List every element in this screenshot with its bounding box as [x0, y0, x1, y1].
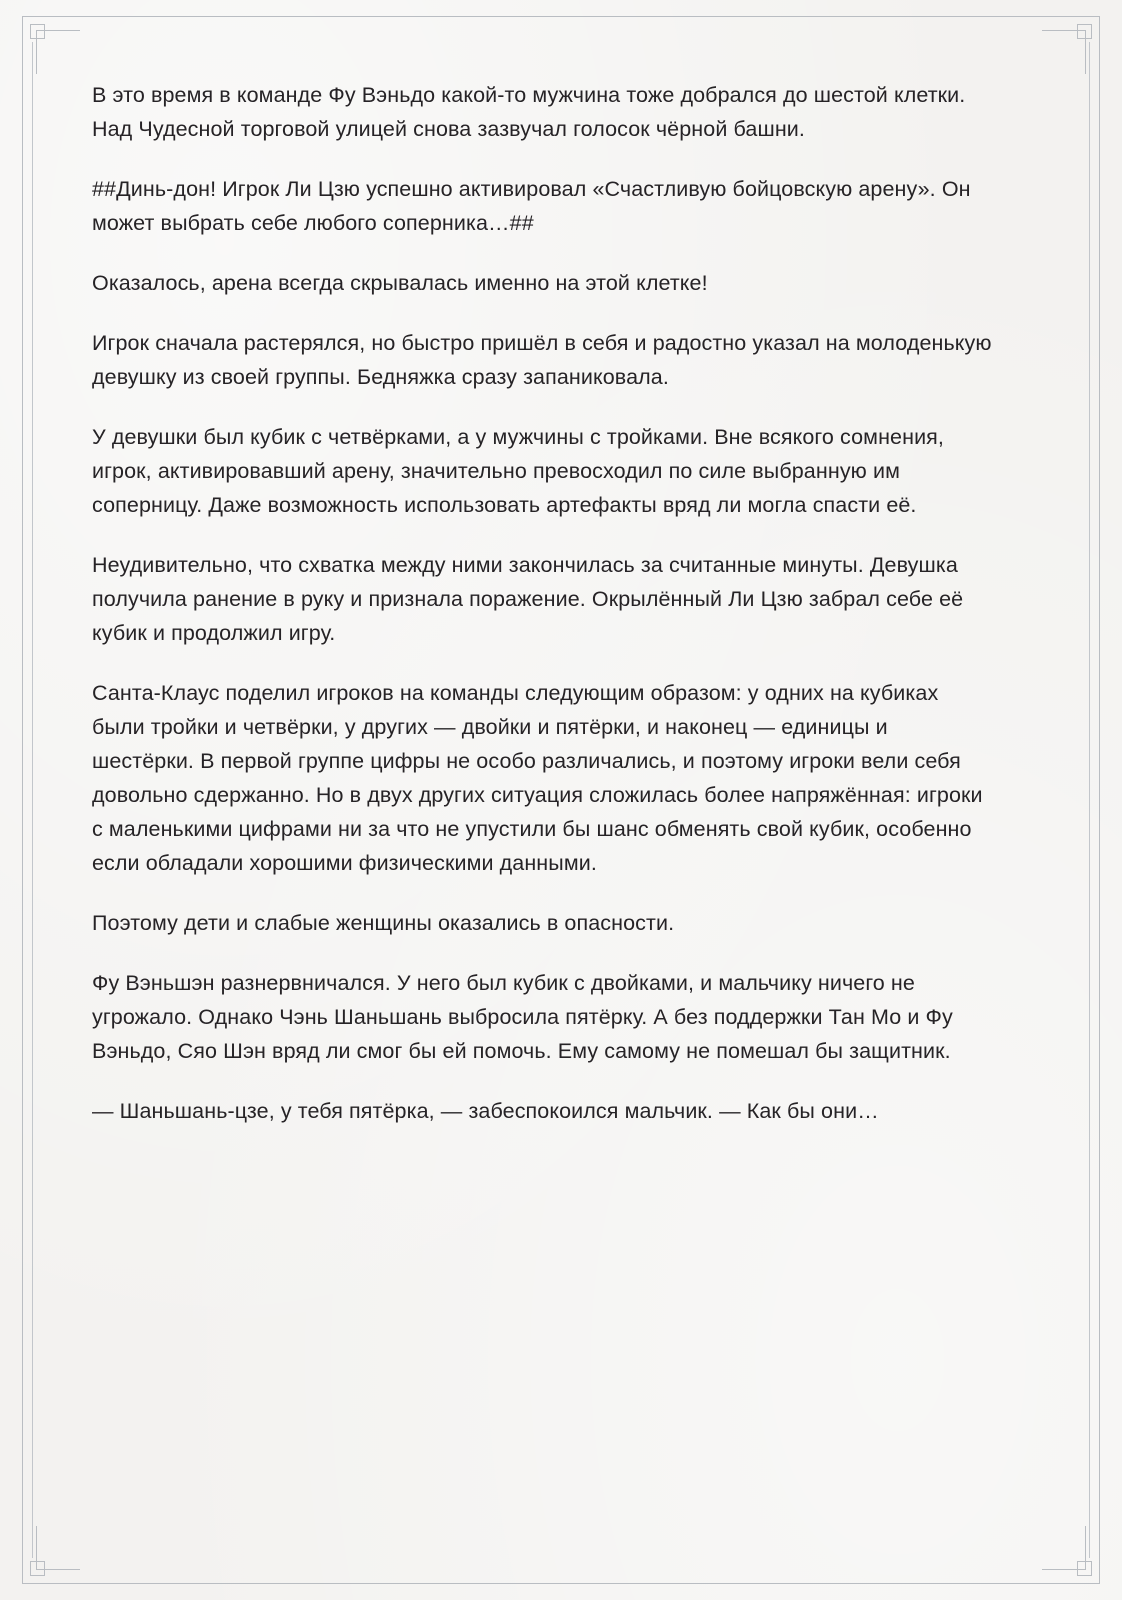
inner-rule-left	[32, 42, 33, 1558]
inner-rule-right	[1089, 42, 1090, 1558]
paragraph: Неудивительно, что схватка между ними закончилась за считанные минуты. Девушка получила ранение в руку и признала поражение. Окрылённый Ли Цзю забрал себе её кубик и продолжил игру.	[92, 553, 970, 645]
corner-ornament-bottom-right	[1042, 1526, 1100, 1584]
paragraph: В это время в команде Фу Вэньдо какой-то мужчина тоже добрался до шестой клетки. Над Чудесной торговой улицей снова зазвучал голосок чёрной башни.	[92, 83, 972, 141]
document-body	[92, 78, 998, 1128]
corner-ornament-top-right	[1042, 16, 1100, 74]
corner-ornament-top-left	[22, 16, 80, 74]
paragraph: Игрок сначала растерялся, но быстро пришёл в себя и радостно указал на молоденькую девушку из своей группы. Бедняжка сразу запаниковала.	[92, 331, 998, 389]
paragraph: У девушки был кубик с четвёрками, а у мужчины с тройками. Вне всякого сомнения, игрок, активировавший арену, значительно превосходил по силе выбранную им соперницу. Даже возможность использовать артефакты вряд ли могла спасти её.	[92, 425, 951, 517]
paragraph: Поэтому дети и слабые женщины оказались в опасности.	[92, 911, 675, 935]
paragraph-system-announcement: ##Динь-дон! Игрок Ли Цзю успешно активировал «Счастливую бойцовскую арену». Он может выбрать себе любого соперника…##	[92, 177, 977, 235]
corner-ornament-bottom-left	[22, 1526, 80, 1584]
paragraph-dialogue: — Шаньшань-цзе, у тебя пятёрка, — забеспокоился мальчик. — Как бы они…	[92, 1099, 879, 1123]
paragraph: Оказалось, арена всегда скрывалась именно на этой клетке!	[92, 271, 708, 295]
paragraph: Санта-Клаус поделил игроков на команды следующим образом: у одних на кубиках были тройки и четвёрки, у других — двойки и пятёрки, и наконец — единицы и шестёрки. В первой группе цифры не особо различались, и поэтому игроки вели себя довольно сдержанно. Но в двух других ситуация сложилась более напряжённая: игроки с маленькими цифрами ни за что не упустили бы шанс обменять свой кубик, особенно если обладали хорошими физическими данными.	[92, 681, 989, 875]
paragraph: Фу Вэньшэн разнервничался. У него был кубик с двойками, и мальчику ничего не угрожало. Однако Чэнь Шаньшань выбросила пятёрку. А без поддержки Тан Мо и Фу Вэньдо, Сяо Шэн вряд ли смог бы ей помочь. Ему самому не помешал бы защитник.	[92, 971, 959, 1063]
